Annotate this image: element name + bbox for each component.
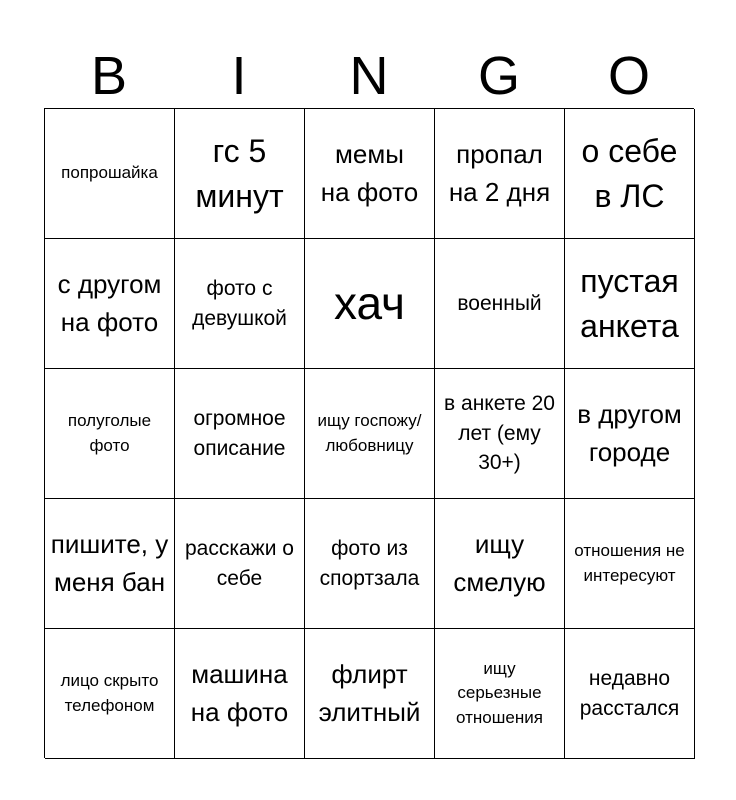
bingo-cell-r5c5[interactable] — [565, 629, 695, 759]
bingo-cell-r2c4[interactable] — [435, 239, 565, 369]
bingo-cell-r4c1[interactable] — [45, 499, 175, 629]
cell-label: гс 5 минут — [195, 133, 284, 214]
bingo-cell-r1c4[interactable] — [435, 109, 565, 239]
cell-label: попрошайка — [61, 163, 158, 183]
cell-label: ищу смелую — [453, 528, 546, 597]
cell-label: хач — [333, 276, 406, 329]
bingo-cell-r3c4[interactable] — [435, 369, 565, 499]
cell-label: фото из спортзала — [319, 536, 420, 590]
cell-label: машина на фото — [190, 658, 289, 727]
bingo-board — [44, 108, 694, 758]
header-letter-o: O — [607, 46, 650, 106]
bingo-cell-r2c2[interactable] — [175, 239, 305, 369]
bingo-cell-r5c3[interactable] — [305, 629, 435, 759]
cell-label: отношения не интересуют — [574, 540, 685, 585]
cell-label: недавно расстался — [579, 666, 680, 720]
bingo-cell-r4c4[interactable] — [435, 499, 565, 629]
bingo-cell-r5c1[interactable] — [45, 629, 175, 759]
bingo-cell-r5c4[interactable] — [435, 629, 565, 759]
cell-label: огромное описание — [193, 406, 286, 460]
cell-label: флирт элитный — [318, 658, 421, 727]
cell-label: в другом городе — [577, 398, 682, 467]
bingo-cell-r1c5[interactable] — [565, 109, 695, 239]
cell-label: военный — [457, 291, 542, 315]
cell-label: пустая анкета — [580, 263, 679, 344]
bingo-cell-r3c3[interactable] — [305, 369, 435, 499]
bingo-cell-r1c3[interactable] — [305, 109, 435, 239]
bingo-cell-r5c2[interactable] — [175, 629, 305, 759]
cell-label: пишите, у меня бан — [50, 528, 169, 597]
header-letter-b: B — [90, 46, 128, 106]
cell-label: мемы на фото — [320, 138, 419, 207]
cell-label: фото с девушкой — [192, 276, 287, 330]
bingo-cell-r3c2[interactable] — [175, 369, 305, 499]
cell-label: ищу госпожу/ любовницу — [317, 410, 422, 455]
bingo-cell-r4c5[interactable] — [565, 499, 695, 629]
bingo-cell-r2c5[interactable] — [565, 239, 695, 369]
header-letter-g: G — [477, 46, 520, 106]
cell-label: пропал на 2 дня — [448, 138, 551, 207]
cell-label: полуголые фото — [67, 410, 152, 455]
bingo-cell-r2c1[interactable] — [45, 239, 175, 369]
bingo-header — [44, 44, 694, 108]
bingo-cell-r1c2[interactable] — [175, 109, 305, 239]
cell-label: расскажи о себе — [185, 536, 294, 590]
bingo-cell-r2c3[interactable] — [305, 239, 435, 369]
bingo-cell-r3c1[interactable] — [45, 369, 175, 499]
bingo-cell-r4c3[interactable] — [305, 499, 435, 629]
cell-label: ищу серьезные отношения — [456, 658, 543, 727]
cell-label: с другом на фото — [57, 268, 162, 337]
header-letter-i: I — [231, 46, 247, 106]
header-letter-n: N — [349, 46, 389, 106]
cell-label: о себе в ЛС — [581, 133, 678, 214]
cell-label: лицо скрыто телефоном — [60, 670, 159, 715]
bingo-cell-r3c5[interactable] — [565, 369, 695, 499]
bingo-cell-r4c2[interactable] — [175, 499, 305, 629]
cell-label: в анкете 20 лет (ему 30+) — [444, 391, 555, 475]
bingo-cell-r1c1[interactable] — [45, 109, 175, 239]
